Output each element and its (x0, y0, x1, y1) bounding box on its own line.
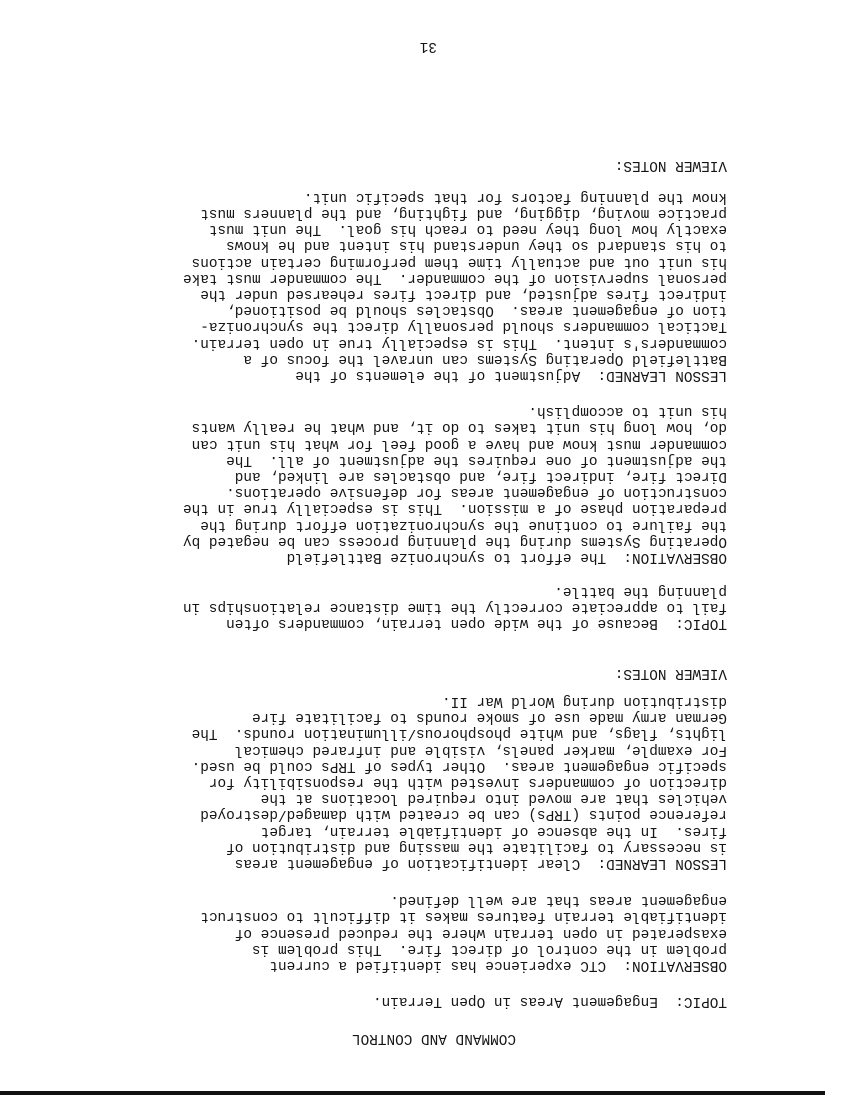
text-line: reference points (TRPs) can be created with damaged/destroyed (200, 806, 727, 823)
viewer-notes-1: VIEWER NOTES: (614, 665, 727, 681)
scan-edge-rule (0, 1091, 825, 1095)
text-line: indirect fires adjusted, and direct fires rehearsed under the (200, 285, 727, 302)
text-line: vehicles that are moved into required locations at the (260, 790, 727, 807)
text-line: preparation phase of a mission. This is especially true in the (182, 500, 727, 517)
lesson-learned-1 (192, 693, 727, 871)
observation-1 (200, 892, 727, 973)
text-line: distribution during World War II. (442, 692, 727, 709)
text-line: his unit to accomplish. (528, 403, 727, 420)
text-line: direction of commanders invested with the responsibility for (208, 773, 727, 790)
text-line: LESSON LEARNED: Clear identification of engagement areas (234, 855, 727, 871)
lesson-learned-2 (183, 189, 727, 383)
text-line: engagement areas that are well defined. (390, 892, 727, 909)
page-number: 31 (419, 38, 437, 54)
text-line: do, how long his unit takes to do it, and what he really wants (191, 419, 727, 436)
text-line: is necessary to facilitate the massing and distribution of (226, 838, 727, 855)
text-line: fail to appreciate correctly the time distance relationships in (182, 598, 727, 615)
text-line: problem in the control of direct fire. This problem is (252, 940, 727, 957)
text-line: Tactical commanders should personally direct the synchroniza- (200, 318, 727, 335)
text-line: Operating Systems during the planning process can be negated by (182, 532, 727, 549)
text-line: identifiable terrain features makes it difficult to construct (200, 908, 727, 925)
text-line: Battlefield Operating Systems can unravel the focus of a (243, 350, 727, 367)
text-line: specific engagement areas. Other types of TRPs could be used. (191, 757, 727, 774)
text-line: exasperated in open terrain where the reduced presence of (234, 924, 727, 941)
text-line: German army made use of smoke rounds to facilitate fire (252, 709, 727, 726)
text-line: know the planning factors for that specific unit. (303, 188, 727, 205)
text-line: OBSERVATION: The effort to synchronize Battlefield (286, 549, 727, 565)
text-line: tion of engagement areas. Obstacles should be positioned, (226, 302, 727, 319)
topic-1: TOPIC: Engagement Areas in Open Terrain. (372, 993, 727, 1009)
text-line: TOPIC: Because of the wide open terrain, commanders often (226, 615, 727, 631)
text-line: exactly how long they need to reach his goal. The unit must (208, 221, 727, 238)
section-heading: COMMAND AND CONTROL (351, 1030, 516, 1046)
observation-2 (183, 403, 727, 565)
text-line: commander must know and have a good feel for what his unit can (191, 435, 727, 452)
text-line: practice moving, digging, and fighting, and the planners must (200, 204, 727, 221)
text-line: Direct fire, indirect fire, and obstacles are linked, and (234, 467, 727, 484)
text-line: personal supervision of the commander. The commander must take (182, 269, 727, 286)
text-line: OBSERVATION: CTC experience has identified a current (269, 957, 727, 973)
text-line: LESSON LEARNED: Adjustment of the elements of the (295, 367, 727, 383)
text-line: his unit out and actually time them performing certain actions (191, 253, 727, 270)
viewer-notes-2: VIEWER NOTES: (614, 157, 727, 173)
topic-2 (183, 582, 727, 631)
text-line: the adjustment of one requires the adjustment of all. The (226, 451, 727, 468)
text-line: to his standard so they understand his intent and he knows (226, 237, 727, 254)
text-line: the failure to continue the synchronization effort during the (200, 516, 727, 533)
text-line: planning the battle. (554, 582, 727, 599)
text-line: lights, flags, and white phosphorous/illumination rounds. The (191, 725, 727, 742)
text-line: fires. In the absence of identifiable terrain, target (260, 822, 727, 839)
text-line: construction of engagement areas for defensive operations. (226, 484, 727, 501)
text-line: commanders's intent. This is especially true in open terrain. (191, 334, 727, 351)
text-line: For example, marker panels, visible and infrared chemical (234, 741, 727, 758)
